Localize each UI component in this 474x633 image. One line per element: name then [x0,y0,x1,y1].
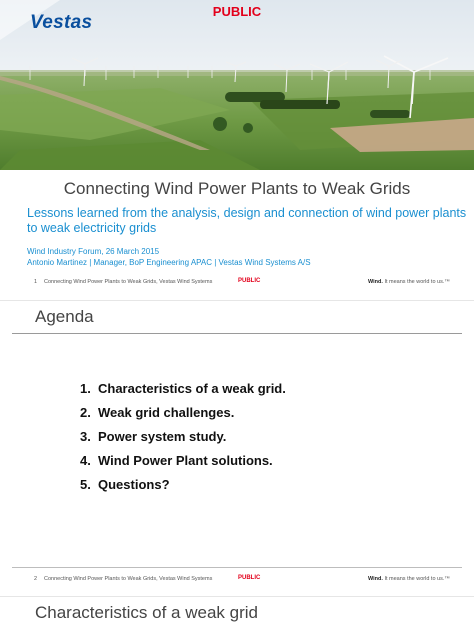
tagline-bold: Wind. [368,576,383,582]
tagline-rest: It means the world to us.™ [382,279,450,285]
agenda-slide [0,300,474,593]
presentation-title: Connecting Wind Power Plants to Weak Grids [63,179,411,198]
weak-grid-slide [0,596,474,633]
page-number: 2 [34,576,38,582]
agenda-item [80,377,286,401]
presenter-line: Antonio Martinez | Manager, BoP Engineering APAC | Vestas Wind Systems A/S [27,258,311,267]
agenda-item-number: 4. [80,453,91,468]
agenda-item [80,473,286,497]
footer-public-label: PUBLIC [238,278,261,284]
page-number: 1 [34,279,38,285]
agenda-item-label: Characteristics of a weak grid. [98,381,286,396]
event-line: Wind Industry Forum, 26 March 2015 [27,247,160,256]
agenda-item-number: 5. [80,477,91,492]
agenda-item-label: Questions? [98,477,170,492]
agenda-item [80,449,286,473]
footer-public-label: PUBLIC [238,575,261,581]
agenda-list [80,377,286,497]
agenda-item [80,425,286,449]
agenda-item-number: 3. [80,429,91,444]
agenda-item-label: Weak grid challenges. [98,405,235,420]
vestas-tagline [368,576,450,582]
presentation-subtitle: Lessons learned from the analysis, design and connection of wind power plants to weak electricity grids [27,206,467,235]
vestas-logo: Vestas [30,12,93,33]
footer-text: Connecting Wind Power Plants to Weak Grids, Vestas Wind Systems [44,279,213,285]
title-slide [0,0,474,296]
agenda-item-number: 2. [80,405,91,420]
agenda-item [80,401,286,425]
agenda-item-label: Wind Power Plant solutions. [98,453,273,468]
footer-divider [12,567,462,568]
presentation-meta [27,246,311,268]
slide-footer [0,276,474,290]
slide-footer [0,573,474,587]
slide-title: Characteristics of a weak grid [35,603,258,622]
vestas-tagline [368,279,450,285]
title-divider [12,333,462,334]
public-classification-badge: PUBLIC [212,4,262,19]
agenda-item-label: Power system study. [98,429,227,444]
slide-title: Agenda [35,307,94,326]
footer-text: Connecting Wind Power Plants to Weak Grids, Vestas Wind Systems [44,576,213,582]
tagline-bold: Wind. [368,279,383,285]
tagline-rest: It means the world to us.™ [382,576,450,582]
agenda-item-number: 1. [80,381,91,396]
